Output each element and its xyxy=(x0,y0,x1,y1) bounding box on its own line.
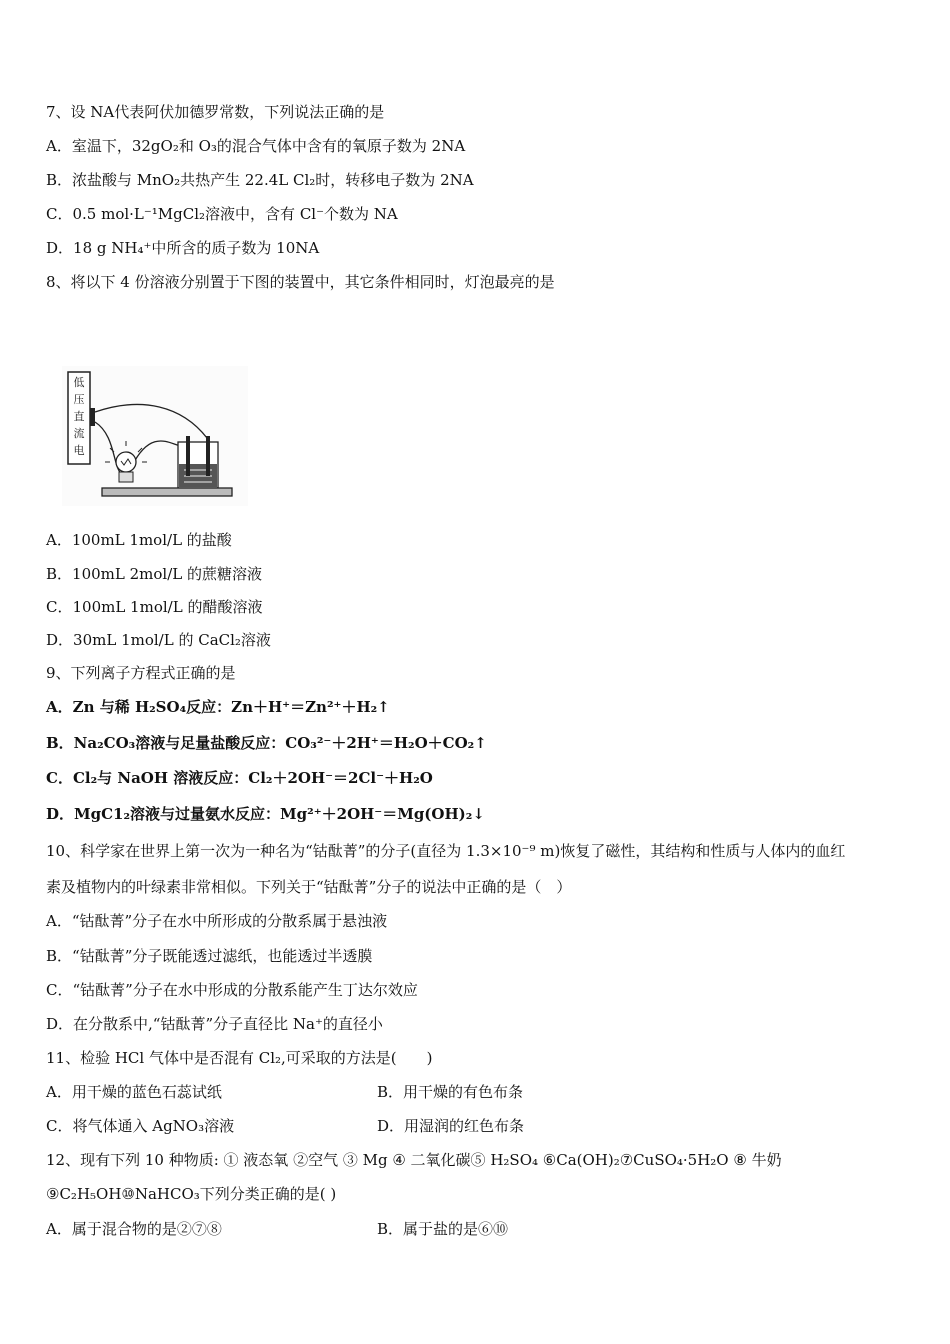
q8-option-c: C．100mL 1mol/L 的醋酸溶液 xyxy=(46,598,263,616)
q8-option-b: B．100mL 2mol/L 的蔗糖溶液 xyxy=(46,565,262,583)
q12-stem-line1: 12、现有下列 10 种物质: ① 液态氧 ②空气 ③ Mg ④ 二氧化碳⑤ H₂SO₄ ⑥Ca(OH)₂⑦CuSO₄·5H₂O ⑧ 牛奶 xyxy=(46,1151,782,1169)
q12-stem-line2: ⑨C₂H₅OH⑩NaHCO₃下列分类正确的是( ) xyxy=(46,1185,337,1203)
q9-option-d: D．MgC1₂溶液与过量氨水反应：Mg²⁺＋2OH⁻＝Mg(OH)₂↓ xyxy=(46,805,485,823)
q10-stem-line1: 10、科学家在世界上第一次为一种名为“钴酞菁”的分子(直径为 1.3×10⁻⁹ m)恢复了磁性，其结构和性质与人体内的血红 xyxy=(46,842,846,860)
q10-stem-line2: 素及植物内的叶绿素非常相似。下列关于“钴酞菁”分子的说法中正确的是（ ） xyxy=(46,878,572,896)
svg-text:电: 电 xyxy=(73,444,85,457)
q12-option-b: B．属于盐的是⑥⑩ xyxy=(377,1220,509,1238)
q10-option-a: A．“钴酞菁”分子在水中所形成的分散系属于悬浊液 xyxy=(46,912,388,930)
q9-option-b: B．Na₂CO₃溶液与足量盐酸反应：CO₃²⁻＋2H⁺＝H₂O＋CO₂↑ xyxy=(46,734,487,752)
q11-option-a: A．用干燥的蓝色石蕊试纸 xyxy=(46,1083,222,1101)
q10-option-c: C．“钴酞菁”分子在水中形成的分散系能产生丁达尔效应 xyxy=(46,981,418,999)
svg-text:压: 压 xyxy=(73,393,85,406)
q7-stem: 7、设 NA代表阿伏加德罗常数，下列说法正确的是 xyxy=(46,103,385,121)
q9-option-a: A．Zn 与稀 H₂SO₄反应：Zn＋H⁺＝Zn²⁺＋H₂↑ xyxy=(46,698,390,716)
q7-option-d: D．18 g NH₄⁺中所含的质子数为 10NA xyxy=(46,239,320,257)
q8-stem: 8、将以下 4 份溶液分别置于下图的装置中，其它条件相同时，灯泡最亮的是 xyxy=(46,273,555,291)
q9-stem: 9、下列离子方程式正确的是 xyxy=(46,664,236,682)
circuit-diagram xyxy=(62,366,248,506)
q7-option-c: C．0.5 mol·L⁻¹MgCl₂溶液中，含有 Cl⁻个数为 NA xyxy=(46,205,398,223)
q8-option-a: A．100mL 1mol/L 的盐酸 xyxy=(46,531,232,549)
q9-option-c: C．Cl₂与 NaOH 溶液反应：Cl₂＋2OH⁻＝2Cl⁻＋H₂O xyxy=(46,769,433,787)
q11-option-b: B．用干燥的有色布条 xyxy=(377,1083,524,1101)
svg-text:直: 直 xyxy=(73,410,85,423)
q11-option-d: D．用湿润的红色布条 xyxy=(377,1117,525,1135)
q12-option-a: A．属于混合物的是②⑦⑧ xyxy=(46,1220,222,1238)
q7-option-a: A．室温下，32gO₂和 O₃的混合气体中含有的氧原子数为 2NA xyxy=(46,137,466,155)
q10-option-b: B．“钴酞菁”分子既能透过滤纸，也能透过半透膜 xyxy=(46,947,373,965)
q11-option-c: C．将气体通入 AgNO₃溶液 xyxy=(46,1117,235,1135)
q10-option-d: D．在分散系中,“钴酞菁”分子直径比 Na⁺的直径小 xyxy=(46,1015,383,1033)
svg-text:低: 低 xyxy=(73,376,85,389)
q11-stem: 11、检验 HCl 气体中是否混有 Cl₂,可采取的方法是( ) xyxy=(46,1049,433,1067)
q7-option-b: B．浓盐酸与 MnO₂共热产生 22.4L Cl₂时，转移电子数为 2NA xyxy=(46,171,474,189)
svg-text:流: 流 xyxy=(73,427,85,440)
q8-option-d: D．30mL 1mol/L 的 CaCl₂溶液 xyxy=(46,631,271,649)
